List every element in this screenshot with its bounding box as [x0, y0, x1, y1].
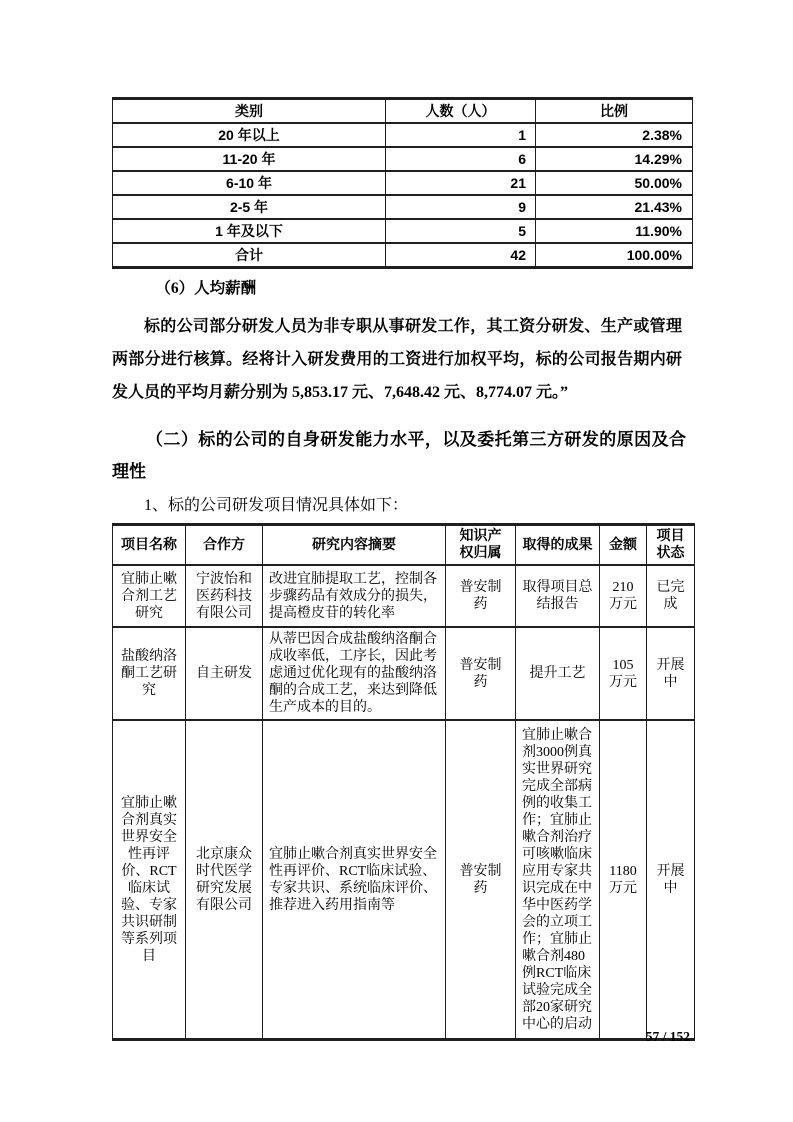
cell-category: 11-20 年 — [113, 147, 386, 171]
cell-ratio: 11.90% — [536, 219, 693, 243]
cell-ratio: 100.00% — [536, 243, 693, 268]
cell-category: 合计 — [113, 243, 386, 268]
cell-headcount: 21 — [386, 171, 536, 195]
cell-category: 20 年以上 — [113, 123, 386, 147]
cell-category: 1 年及以下 — [113, 219, 386, 243]
cell-ip-ownership: 普安制药 — [446, 565, 516, 627]
table-row — [113, 147, 693, 171]
cell-result: 提升工艺 — [516, 627, 600, 720]
cell-summary: 从蒂巴因合成盐酸纳洛酮合成收率低，工序长，因此考虑通过优化现有的盐酸纳洛酮的合成工艺，来达到降低生产成本的目的。 — [263, 627, 446, 720]
header-category: 类别 — [113, 99, 386, 124]
experience-table — [112, 97, 693, 269]
cell-status: 开展中 — [647, 720, 695, 1040]
cell-partner: 北京康众时代医学研究发展有限公司 — [186, 720, 263, 1040]
table-row-total — [113, 243, 693, 268]
cell-result: 宜肺止嗽合剂3000例真实世界研究完成全部病例的收集工作；宜肺止嗽合剂治疗可咳嗽临床应用专家共识完成在中华中医药学会的立项工作；宜肺止嗽合剂480例RCT临床试验完成全部20家研究中心的启动 — [516, 720, 600, 1040]
table-row — [113, 720, 695, 1040]
cell-project-name: 宜肺止嗽合剂工艺研究 — [113, 565, 186, 627]
page-number: 57 / 152 — [645, 1029, 690, 1044]
list-item-1: 1、标的公司研发项目情况具体如下： — [144, 497, 409, 514]
header-status: 项目状态 — [647, 525, 695, 566]
cell-ratio: 14.29% — [536, 147, 693, 171]
projects-table — [112, 523, 695, 1041]
cell-ip-ownership: 普安制药 — [446, 720, 516, 1040]
cell-ratio: 2.38% — [536, 123, 693, 147]
cell-ratio: 21.43% — [536, 195, 693, 219]
table-row — [113, 123, 693, 147]
cell-headcount: 42 — [386, 243, 536, 268]
cell-ip-ownership: 普安制药 — [446, 627, 516, 720]
table-row — [113, 195, 693, 219]
header-ip-ownership: 知识产权归属 — [446, 525, 516, 566]
cell-category: 6-10 年 — [113, 171, 386, 195]
header-result: 取得的成果 — [516, 525, 600, 566]
cell-status: 已完成 — [647, 565, 695, 627]
cell-amount: 210 万元 — [600, 565, 647, 627]
section-heading-rd-capability: （二）标的公司的自身研发能力水平，以及委托第三方研发的原因及合理性 — [112, 430, 686, 481]
cell-summary: 改进宜肺提取工艺，控制各步骤药品有效成分的损失，提高橙皮苷的转化率 — [263, 565, 446, 627]
cell-amount: 105 万元 — [600, 627, 647, 720]
table-row — [113, 171, 693, 195]
cell-amount: 1180 万元 — [600, 720, 647, 1040]
header-amount: 金额 — [600, 525, 647, 566]
table-row — [113, 565, 695, 627]
cell-partner: 自主研发 — [186, 627, 263, 720]
header-summary: 研究内容摘要 — [263, 525, 446, 566]
salary-paragraph: 标的公司部分研发人员为非专职从事研发工作，其工资分研发、生产或管理两部分进行核算。经将计入研发费用的工资进行加权平均，标的公司报告期内研发人员的平均月薪分别为 5,853.17 元、7,648.42 元、8,774.07 元。” — [112, 318, 682, 401]
cell-result: 取得项目总结报告 — [516, 565, 600, 627]
header-partner: 合作方 — [186, 525, 263, 566]
cell-summary: 宜肺止嗽合剂真实世界安全性再评价、RCT临床试验、专家共识、系统临床评价、推荐进入药用指南等 — [263, 720, 446, 1040]
header-ratio: 比例 — [536, 99, 693, 124]
section-heading-salary: （6）人均薪酬 — [155, 280, 257, 297]
cell-project-name: 宜肺止嗽合剂真实世界安全性再评价、RCT临床试验、专家共识研制等系列项目 — [113, 720, 186, 1040]
cell-headcount: 1 — [386, 123, 536, 147]
cell-status: 开展中 — [647, 627, 695, 720]
cell-headcount: 9 — [386, 195, 536, 219]
header-project-name: 项目名称 — [113, 525, 186, 566]
cell-category: 2-5 年 — [113, 195, 386, 219]
cell-headcount: 6 — [386, 147, 536, 171]
cell-headcount: 5 — [386, 219, 536, 243]
table-header-row — [113, 525, 695, 566]
cell-ratio: 50.00% — [536, 171, 693, 195]
cell-project-name: 盐酸纳洛酮工艺研究 — [113, 627, 186, 720]
table-row — [113, 627, 695, 720]
cell-partner: 宁波怡和医药科技有限公司 — [186, 565, 263, 627]
table-row — [113, 219, 693, 243]
header-headcount: 人数（人） — [386, 99, 536, 124]
table-header-row — [113, 99, 693, 124]
